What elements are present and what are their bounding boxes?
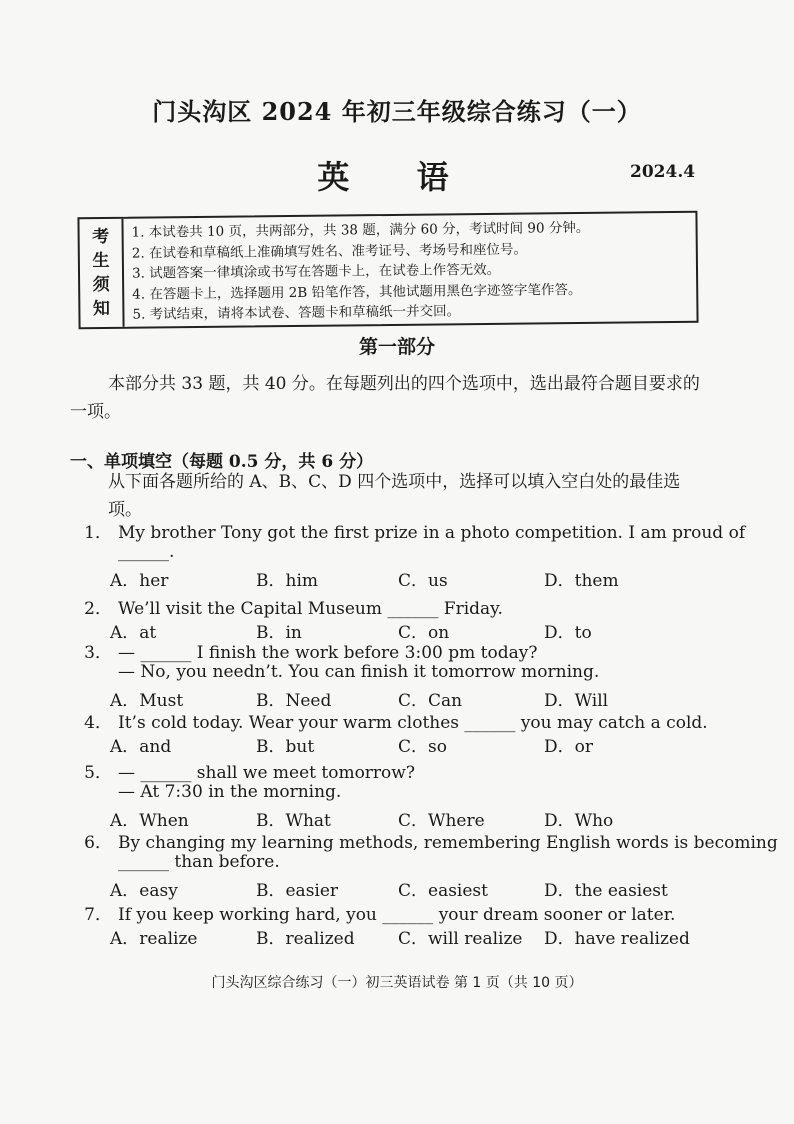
notice-item: 1. 本试卷共 10 页，共两部分，共 38 题，满分 60 分，考试时间 90 分钟。: [131, 219, 590, 241]
question-number: 5．: [84, 763, 112, 783]
notice-label-char: 考: [92, 226, 110, 248]
question-stem: — No, you needn’t. You can finish it tomorrow morning.: [118, 662, 600, 682]
answer-option: A．easy: [110, 881, 178, 901]
exam-title: 门头沟区 2024 年初三年级综合练习（一）: [152, 97, 642, 126]
question-number: 1．: [84, 523, 112, 543]
question-stem: My brother Tony got the first prize in a photo competition. I am proud of: [118, 523, 746, 543]
answer-option: D．have realized: [544, 929, 690, 949]
answer-option: B．him: [256, 571, 318, 591]
exam-date: 2024.4: [630, 162, 696, 182]
question-line: [70, 594, 720, 618]
notice-item: 5. 考试结束，请将本试卷、答题卡和草稿纸一并交回。: [132, 303, 461, 323]
notice-item: 2. 在试卷和草稿纸上准确填写姓名、准考证号、考场号和座位号。: [131, 241, 528, 262]
answer-option: B．What: [256, 811, 331, 831]
question-line: [70, 542, 720, 566]
answer-option: A．and: [110, 737, 172, 757]
answer-option: B．Need: [256, 691, 332, 711]
option-row: [70, 566, 720, 590]
answer-option: C．will realize: [398, 929, 523, 949]
question-number: 2．: [84, 599, 112, 619]
answer-option: B．realized: [256, 929, 355, 949]
question-number: 7．: [84, 905, 112, 925]
answer-option: D．the easiest: [544, 881, 668, 901]
section-instruction: 从下面各题所给的 A、B、C、D 四个选项中，选择可以填入空白处的最佳选项。: [108, 472, 681, 520]
question-line: [70, 852, 720, 876]
question-number: 6．: [84, 833, 112, 853]
question-number: 4．: [84, 713, 112, 733]
question-7: [70, 900, 720, 948]
subject-title: 英 语: [317, 158, 477, 196]
question-line: [70, 758, 720, 782]
question-stem: ______.: [118, 542, 175, 562]
answer-option: D．to: [544, 623, 592, 643]
answer-option: A．at: [110, 623, 157, 643]
question-4: [70, 708, 720, 756]
answer-option: B．in: [256, 623, 302, 643]
section-title: 一、单项填空（每题 0.5 分，共 6 分）: [70, 452, 374, 472]
notice-label-char: 须: [92, 274, 110, 296]
question-line: [70, 782, 720, 806]
question-number: 3．: [84, 643, 112, 663]
option-row: [70, 686, 720, 710]
notice-item: 3. 试题答案一律填涂或书写在答题卡上，在试卷上作答无效。: [131, 261, 501, 282]
question-1: [70, 518, 746, 591]
page-footer: 门头沟区综合练习（一）初三英语试卷 第 1 页（共 10 页）: [211, 975, 583, 991]
question-line: [70, 638, 720, 662]
question-stem: It’s cold today. Wear your warm clothes ______ you may catch a cold.: [118, 713, 708, 733]
answer-option: D．Will: [544, 691, 609, 711]
question-2: [70, 594, 720, 642]
answer-option: D．or: [544, 737, 593, 757]
question-5: [70, 758, 720, 830]
option-row: [70, 732, 720, 756]
exam-notice-box: [77, 211, 698, 329]
answer-option: A．her: [110, 571, 169, 591]
answer-option: C．easiest: [398, 881, 488, 901]
question-6: [70, 828, 778, 901]
answer-option: C．Where: [398, 811, 485, 831]
part-title: 第一部分: [358, 336, 435, 358]
answer-option: D．Who: [544, 811, 614, 831]
option-row: [70, 876, 720, 900]
answer-option: B．but: [256, 737, 315, 757]
answer-option: C．on: [398, 623, 450, 643]
answer-option: A．When: [110, 811, 189, 831]
answer-option: A．realize: [110, 929, 198, 949]
notice-label: [79, 219, 124, 327]
question-line: [70, 900, 720, 924]
part-intro: 本部分共 33 题，共 40 分。在每题列出的四个选项中，选出最符合题目要求的一项。: [70, 374, 700, 422]
answer-option: C．so: [398, 737, 447, 757]
answer-option: B．easier: [256, 881, 339, 901]
notice-label-char: 生: [92, 250, 110, 272]
question-stem: — At 7:30 in the morning.: [118, 782, 342, 802]
question-stem: ______ than before.: [118, 852, 280, 872]
question-stem: We’ll visit the Capital Museum ______ Friday.: [118, 599, 503, 619]
question-line: [70, 828, 778, 853]
option-row: [70, 806, 720, 830]
question-stem: — ______ I finish the work before 3:00 pm today?: [118, 643, 538, 663]
notice-label-char: 知: [92, 298, 110, 320]
answer-option: A．Must: [110, 691, 184, 711]
notice-item: 4. 在答题卡上，选择题用 2B 铅笔作答，其他试题用黑色字迹签字笔作答。: [132, 281, 582, 303]
question-stem: If you keep working hard, you ______ your dream sooner or later.: [118, 905, 676, 925]
question-3: [70, 638, 720, 710]
question-line: [70, 518, 746, 543]
answer-option: C．Can: [398, 691, 463, 711]
option-row: [70, 924, 720, 948]
answer-option: D．them: [544, 571, 619, 591]
question-stem: — ______ shall we meet tomorrow?: [118, 763, 415, 783]
question-line: [70, 708, 720, 732]
question-line: [70, 662, 720, 686]
notice-items: [123, 214, 598, 327]
answer-option: C．us: [398, 571, 448, 591]
question-stem: By changing my learning methods, remembering English words is becoming: [118, 833, 778, 853]
